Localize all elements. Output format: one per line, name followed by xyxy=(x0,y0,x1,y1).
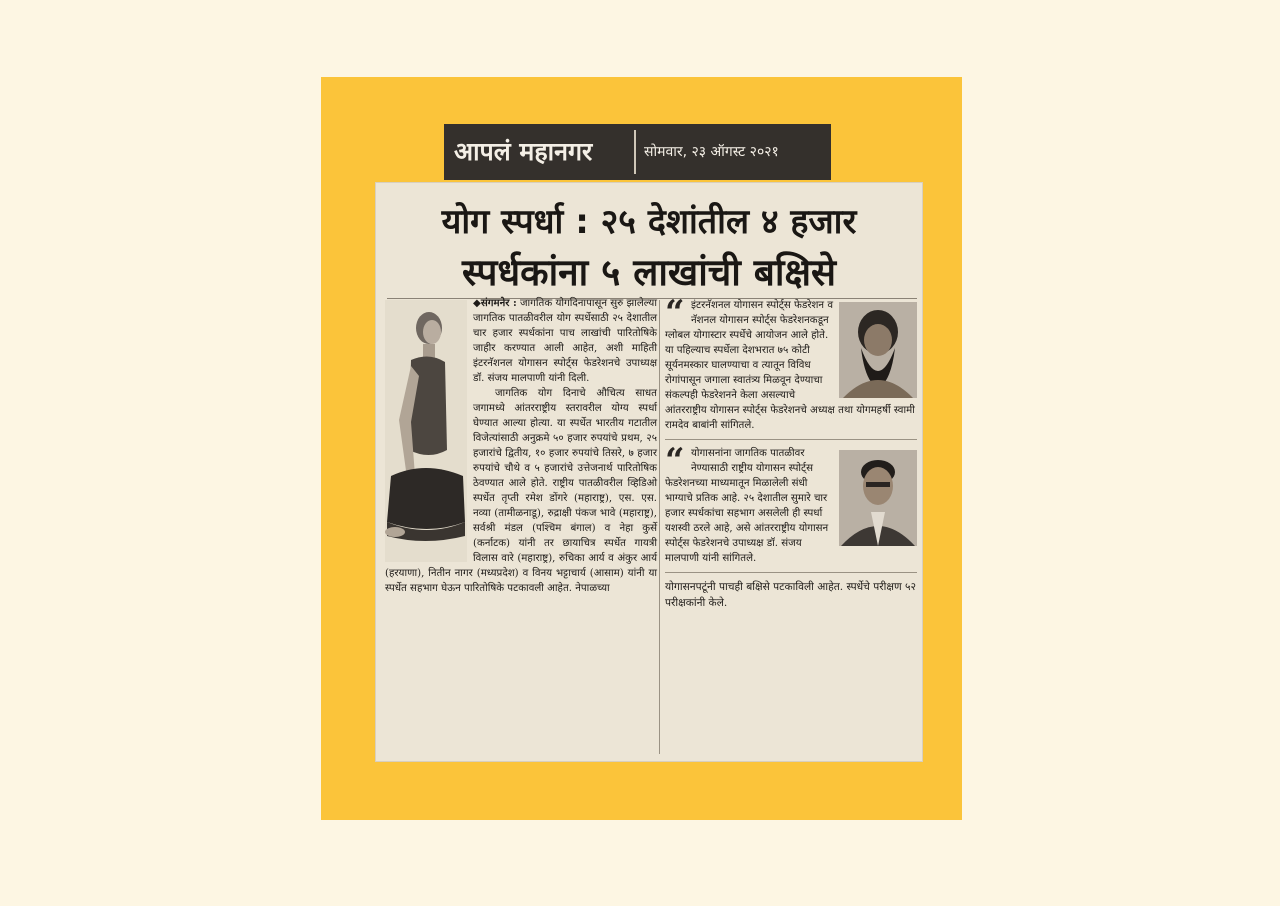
headline-line-1: योग स्पर्धा : २५ देशांतील ४ हजार xyxy=(441,202,857,242)
quote-block-ramdev xyxy=(665,293,917,433)
headline-line-2: स्पर्धकांना ५ लाखांची बक्षिसे xyxy=(461,251,836,294)
quote-mark-icon: “ xyxy=(665,441,685,481)
article-footer-note: योगासनपटूंनी पाचही बक्षिसे पटकाविली आहेत. स्पर्धेचे परीक्षण ५२ परीक्षकांनी केले. xyxy=(665,581,916,609)
masthead-divider xyxy=(634,130,636,174)
newspaper-masthead xyxy=(444,124,831,180)
portrait-malpani-photo xyxy=(839,450,917,546)
article-right-column xyxy=(665,293,917,758)
article-left-column xyxy=(385,296,657,756)
article-paragraph-1: ◆संगमनेर : जागतिक योगदिनापासून सुरु झालेल्या जागतिक पातळीवरील योग स्पर्धेसाठी २५ देशातील चार हजार स्पर्धकांना पाच लाखांची पारितोषिके जाहीर करण्यात आली आहेत, अशी माहिती इंटरनॅशनल योगासन स्पोर्ट्स फेडरेशनचे उपाध्यक्ष डॉ. संजय मालपाणी यांनी दिली. xyxy=(473,297,657,384)
newspaper-clipping xyxy=(375,182,923,762)
newspaper-name: आपलं महानगर xyxy=(454,137,593,166)
portrait-ramdev-photo xyxy=(839,302,917,398)
quote-divider xyxy=(665,439,917,440)
publication-date: सोमवार, २३ ऑगस्ट २०२१ xyxy=(644,144,779,160)
article-paragraph-2: जागतिक योग दिनाचे औचित्य साधत जगामध्ये आंतरराष्ट्रीय स्तरावरील योग्य स्पर्धा घेण्यात आल्या होत्या. या स्पर्धेत भारतीय गटातील विजेत्यांसाठी अनुक्रमे ५० हजार रुपयांचे प्रथम, २५ हजारांचे द्वितीय, १० हजार रुपयांचे तिसरे, ७ हजार रुपयांचे चौथे व ५ हजारांचे उत्तेजनार्थ पारितोषिक ठेवण्यात आले होते. राष्ट्रीय पातळीवरील व्हिडिओ स्पर्धेत तृप्ती रमेश डोंगरे (महाराष्ट्र), एस. एस. नव्या (तामीळनाडू), रुद्राक्षी पंकज भावे (महाराष्ट्र), सर्वश्री मंडल (पश्चिम बंगाल) व नेहा कुर्से (कर्नाटक) यांनी तर छायाचित्र स्पर्धेत गायत्री विलास वारे (महाराष्ट्र), रुचिका आर्य व अंकुर आर्य (हरयाणा), नितीन नागर (मध्यप्रदेश) व विनय भट्टाचार्य (आसाम) यांनी या स्पर्धेत सहभाग घेऊन पारितोषिके पटकावली आहेत. नेपाळच्या xyxy=(385,388,657,594)
quote-mark-icon: “ xyxy=(665,293,685,333)
quote-2-text: योगासनांना जागतिक पातळीवर नेण्यासाठी राष्ट्रीय योगासन स्पोर्ट्स फेडरेशनच्या माध्यमातून मिळालेली संधी भाग्याचे प्रतिक आहे. २५ देशातील सुमारे चार हजार स्पर्धकांचा सहभाग असलेली ही स्पर्धा यशस्वी ठरले आहे, असे आंतरराष्ट्रीय योगासन स्पोर्ट्स फेडरेशनचे उपाध्यक्ष डॉ. संजय मालपाणी यांनी सांगितले. xyxy=(665,448,829,564)
yoga-woman-photo xyxy=(385,300,467,562)
footer-divider xyxy=(665,572,917,573)
column-divider xyxy=(659,300,660,754)
dateline: ◆संगमनेर : xyxy=(473,297,517,309)
quote-1-text: इंटरनॅशनल योगासन स्पोर्ट्स फेडरेशन व नॅशनल योगासन स्पोर्ट्स फेडरेशनकडून ग्लोबल योगास्टार स्पर्धेचे आयोजन आले होते. या पहिल्याच स्पर्धेला देशभरात ७५ कोटी सूर्यनमस्कार घालण्याचा व त्यातून विविध रोगांपासून जगाला स्वातंत्र्य मिळवून देण्याचा संकल्पही फेडरेशनने केला असल्याचे आंतरराष्ट्रीय योगासन स्पोर्ट्स फेडरेशनचे अध्यक्ष तथा योगमहर्षी स्वामी रामदेव बाबांनी सांगितले. xyxy=(665,300,915,431)
quote-block-malpani xyxy=(665,441,917,566)
